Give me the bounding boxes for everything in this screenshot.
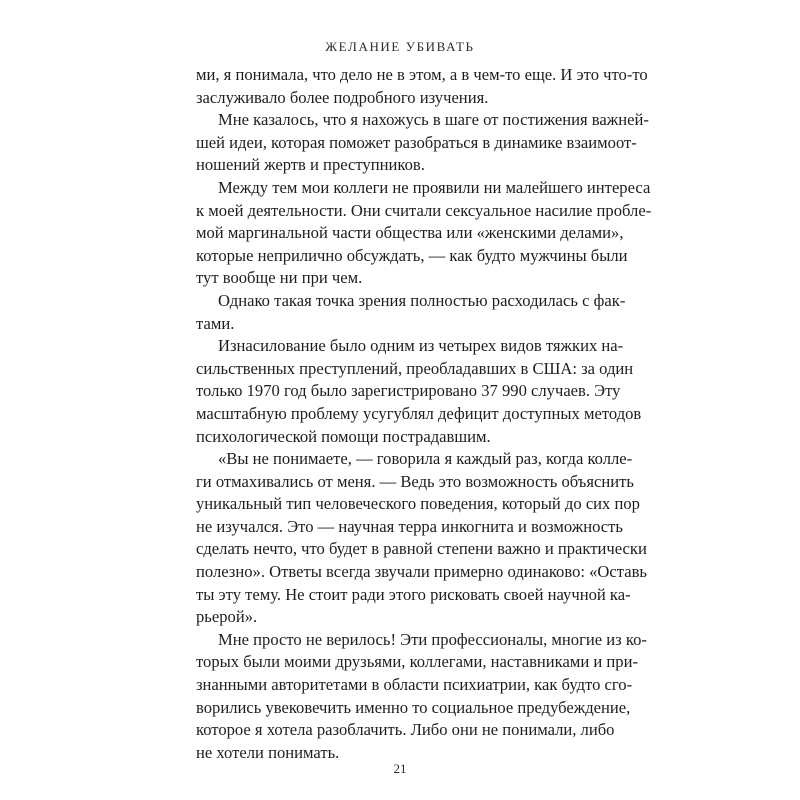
- text-line: мой маргинальной части общества или «женскими делами»,: [196, 223, 624, 243]
- paragraph: [196, 448, 648, 629]
- text-line: торых были моими друзьями, коллегами, наставниками и при-: [196, 652, 638, 672]
- text-line: которые неприлично обсуждать, — как будто мужчины были: [196, 245, 628, 265]
- text-line: Между тем мои коллеги не проявили ни малейшего интереса: [218, 177, 651, 197]
- text-line: Мне просто не верилось! Эти профессионалы, многие из ко-: [218, 629, 647, 649]
- text-line: масштабную проблему усугублял дефицит доступных методов: [196, 403, 642, 423]
- text-line: тут вообще ни при чем.: [196, 268, 363, 288]
- text-line: не изучался. Это — научная терра инкогнита и возможность: [196, 516, 623, 536]
- paragraph: [196, 629, 647, 765]
- text-line: «Вы не понимаете, — говорила я каждый раз, когда колле-: [218, 449, 633, 469]
- text-line: Мне казалось, что я нахожусь в шаге от постижения важней-: [218, 110, 649, 130]
- text-line: только 1970 год было зарегистрировано 37 990 случаев. Эту: [196, 381, 621, 401]
- text-line: сделать нечто, что будет в равной степени важно и практически: [196, 539, 647, 559]
- text-line: ты эту тему. Не стоит ради этого рисковать своей научной ка-: [196, 584, 631, 604]
- text-line: полезно». Ответы всегда звучали примерно одинаково: «Оставь: [196, 562, 648, 582]
- text-line: не хотели понимать.: [196, 742, 340, 762]
- text-line: сильственных преступлений, преобладавших в США: за один: [196, 358, 634, 378]
- body-text: [196, 64, 652, 764]
- paragraph: [196, 177, 652, 290]
- text-line: уникальный тип человеческого поведения, который до сих пор: [196, 494, 640, 514]
- text-line: тами.: [196, 313, 235, 333]
- paragraph: [196, 109, 649, 177]
- paragraph: [196, 64, 648, 109]
- text-line: ги отмахивались от меня. — Ведь это возможность объяснить: [196, 471, 634, 491]
- text-line: ми, я понимала, что дело не в этом, а в чем-то еще. И это что-то: [196, 65, 648, 84]
- text-line: шей идеи, которая поможет разобраться в динамике взаимоот-: [196, 132, 637, 152]
- text-line: заслуживало более подробного изучения.: [196, 87, 489, 107]
- text-line: психологической помощи пострадавшим.: [196, 426, 491, 446]
- text-line: знанными авторитетами в области психиатрии, как будто сго-: [196, 675, 633, 695]
- text-line: Однако такая точка зрения полностью расходилась с фак-: [218, 290, 626, 310]
- text-line: которое я хотела разоблачить. Либо они не понимали, либо: [196, 720, 615, 740]
- page-number: 21: [393, 761, 407, 776]
- text-line: к моей деятельности. Они считали сексуальное насилие пробле-: [196, 200, 652, 220]
- text-line: ворились увековечить именно то социальное предубеждение,: [196, 697, 631, 717]
- text-line: Изнасилование было одним из четырех видов тяжких на-: [218, 336, 624, 356]
- paragraph: [196, 290, 626, 335]
- text-line: рьерой».: [196, 607, 258, 627]
- running-head: ЖЕЛАНИЕ УБИВАТЬ: [325, 39, 475, 54]
- paragraph: [196, 335, 642, 448]
- text-line: ношений жертв и преступников.: [196, 155, 425, 175]
